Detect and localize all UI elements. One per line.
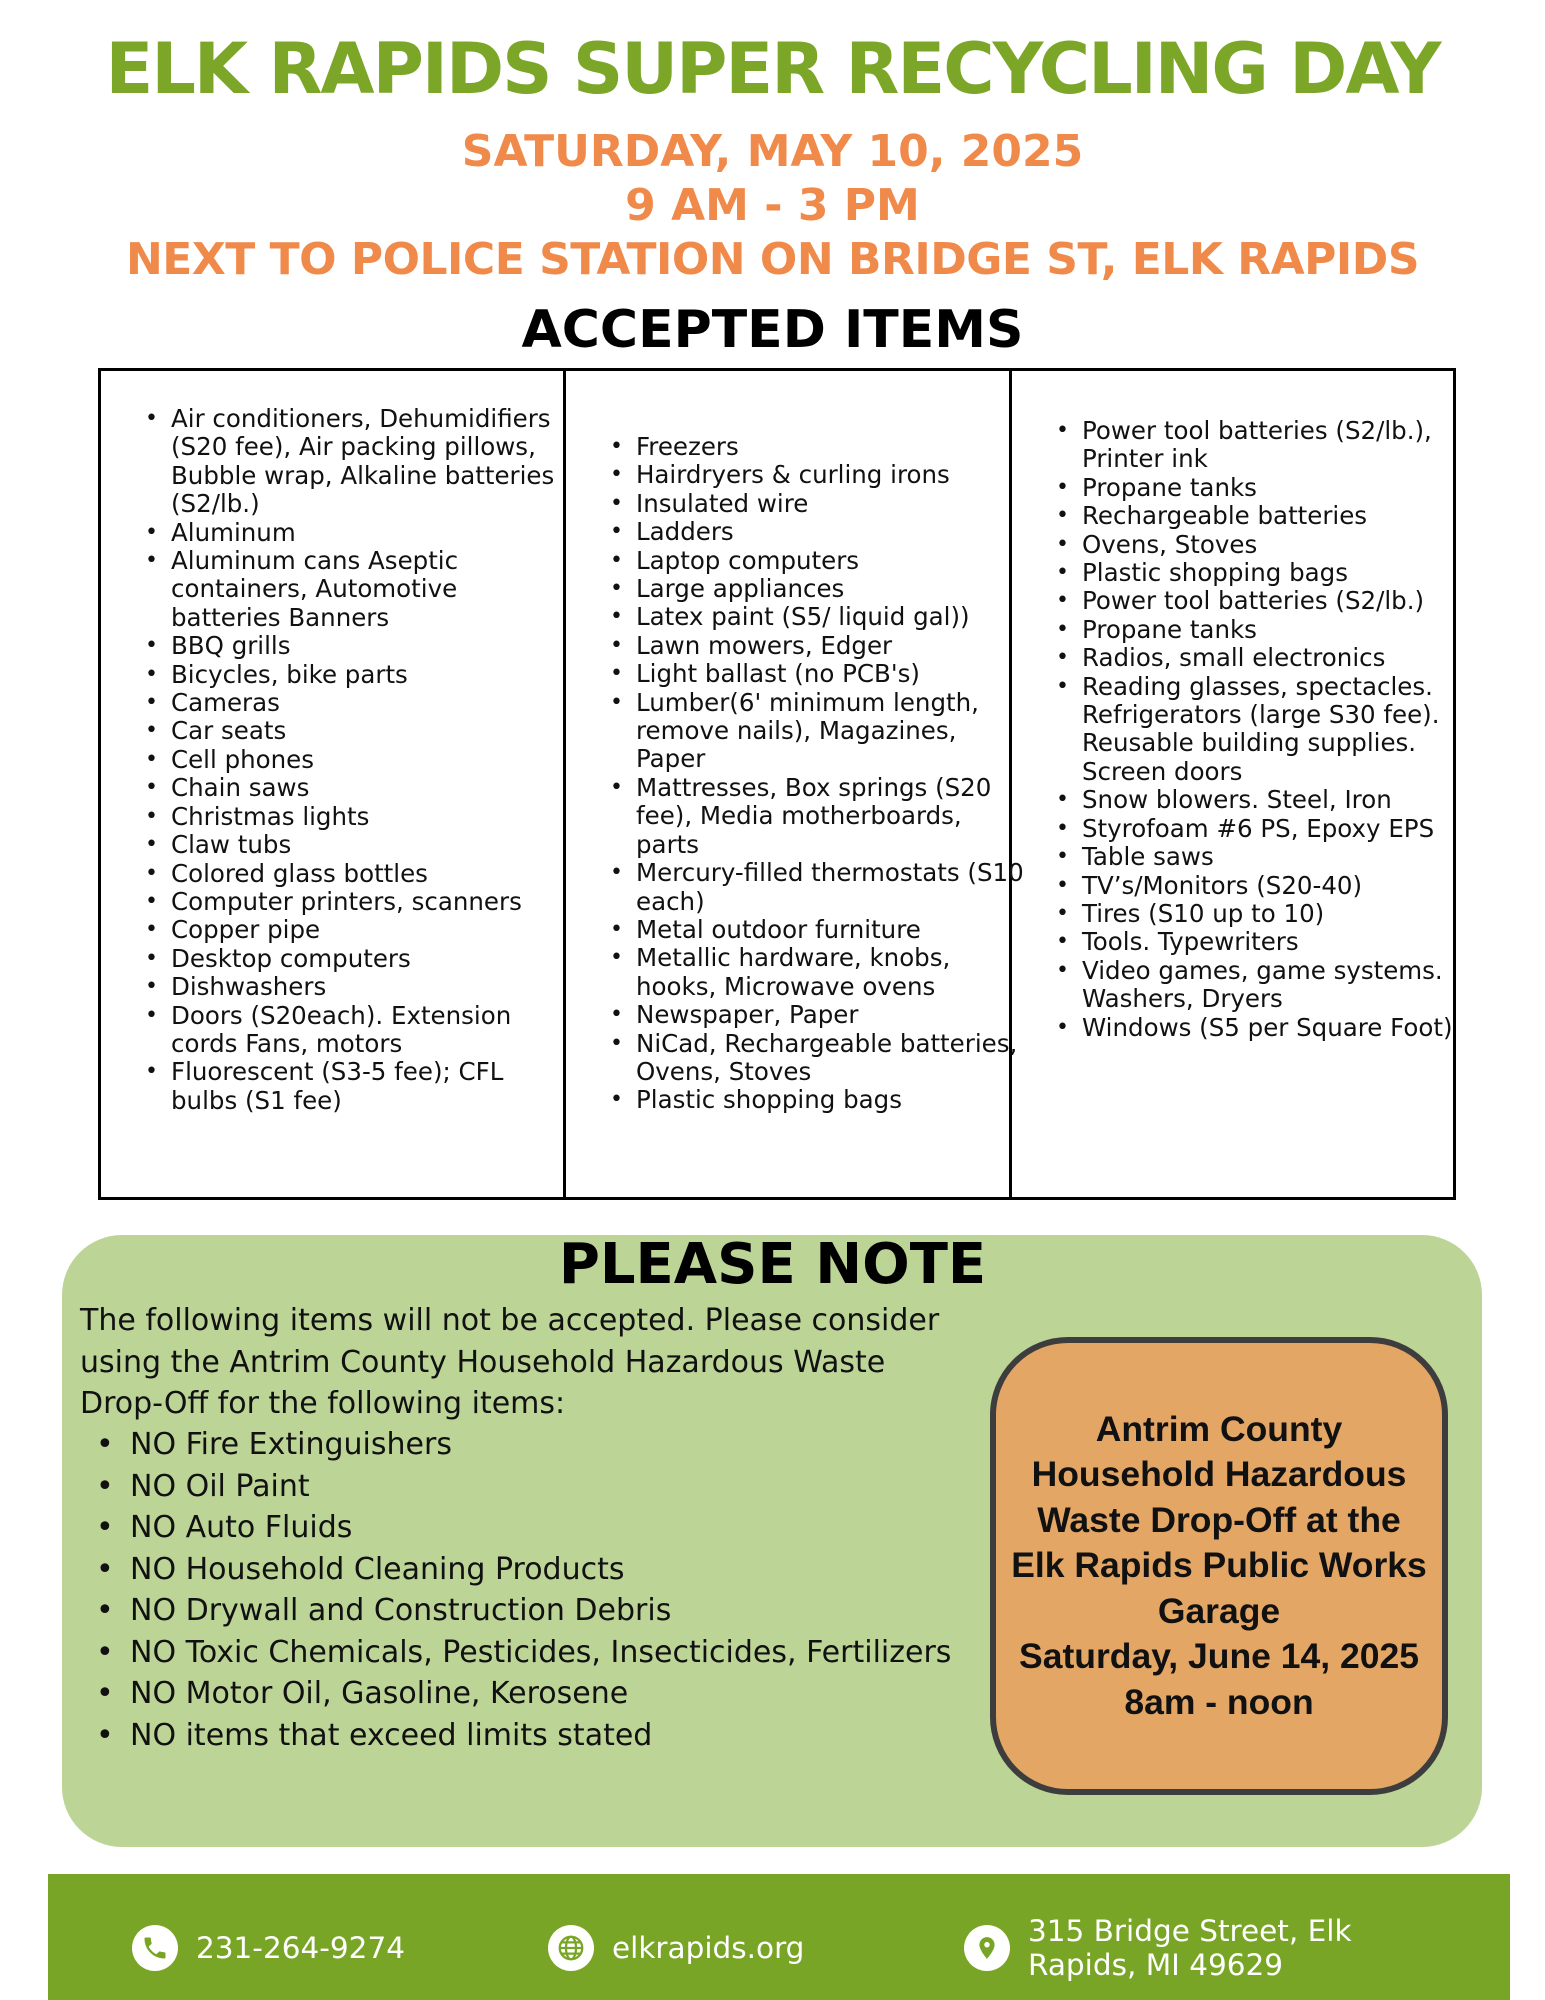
list-item: • Ovens, Stoves [1082, 531, 1482, 559]
footer-address-text [1028, 1914, 1358, 1982]
list-item: • NO Auto Fluids [130, 1507, 951, 1549]
phone-icon [132, 1925, 178, 1971]
hazardous-waste-dropoff-box [990, 1337, 1448, 1795]
footer-website[interactable] [548, 1925, 804, 1971]
list-item: • Mercury-filled thermostats (S10 each) [636, 859, 1026, 916]
list-item: • Newspaper, Paper [636, 1001, 1026, 1029]
list-item: • Reading glasses, spectacles. Refrigerators (large S30 fee). Reusable building supplies. Screen doors [1082, 673, 1482, 787]
footer-address[interactable] [964, 1914, 1358, 1982]
not-accepted-list [130, 1424, 951, 1756]
list-item: • Video games, game systems. Washers, Dryers [1082, 957, 1482, 1014]
list-item: • Cell phones [171, 746, 561, 774]
list-item: • Dishwashers [171, 973, 561, 1001]
list-item: • Metal outdoor furniture [636, 916, 1026, 944]
address-line-2: Rapids, MI 49629 [1028, 1948, 1284, 1982]
please-note-heading: PLEASE NOTE [558, 1232, 987, 1297]
address-line-1: 315 Bridge Street, Elk [1028, 1914, 1352, 1948]
list-item: • Cameras [171, 689, 561, 717]
list-item: • NO Drywall and Construction Debris [130, 1590, 951, 1632]
event-location: NEXT TO POLICE STATION ON BRIDGE ST, ELK RAPIDS [125, 234, 1420, 285]
list-item: • Power tool batteries (S2/lb.), Printer ink [1082, 417, 1482, 474]
accepted-list-1 [141, 405, 561, 1115]
list-item: • Aluminum cans Aseptic containers, Automotive batteries Banners [171, 547, 561, 632]
list-item: • Tires (S10 up to 10) [1082, 900, 1482, 928]
footer-phone[interactable] [132, 1925, 405, 1971]
list-item: • Bicycles, bike parts [171, 661, 561, 689]
hazard-box-line: Waste Drop-Off at the [1037, 1499, 1401, 1540]
location-pin-icon [964, 1925, 1010, 1971]
list-item: • Plastic shopping bags [636, 1086, 1026, 1114]
list-item: • Christmas lights [171, 803, 561, 831]
list-item: • Chain saws [171, 774, 561, 802]
list-item: • Copper pipe [171, 916, 561, 944]
accepted-column-2 [566, 371, 1024, 1197]
list-item: • NO Motor Oil, Gasoline, Kerosene [130, 1673, 951, 1715]
list-item: • Rechargeable batteries [1082, 502, 1482, 530]
list-item: • NO Toxic Chemicals, Pesticides, Insecticides, Fertilizers [130, 1632, 951, 1674]
list-item: • Aluminum [171, 519, 561, 547]
list-item: • Lumber(6' minimum length, remove nails), Magazines, Paper [636, 689, 1026, 774]
list-item: • Radios, small electronics [1082, 644, 1482, 672]
list-item: • Air conditioners, Dehumidifiers (S20 fee), Air packing pillows, Bubble wrap, Alkaline batteries (S2/lb.) [171, 405, 561, 519]
list-item: • Latex paint (S5/ liquid gal)) [636, 603, 1026, 631]
list-item: • Computer printers, scanners [171, 888, 561, 916]
list-item: • BBQ grills [171, 632, 561, 660]
list-item: • Propane tanks [1082, 616, 1482, 644]
list-item: • NO Oil Paint [130, 1466, 951, 1508]
list-item: • Hairdryers & curling irons [636, 461, 1026, 489]
accepted-items-heading: ACCEPTED ITEMS [521, 300, 1024, 360]
list-item: • NiCad, Rechargeable batteries, Ovens, Stoves [636, 1030, 1026, 1087]
accepted-column-1 [101, 371, 566, 1197]
list-item: • Windows (S5 per Square Foot) [1082, 1014, 1482, 1042]
footer-phone-text: 231-264-9274 [196, 1931, 405, 1965]
list-item: • Snow blowers. Steel, Iron [1082, 786, 1482, 814]
list-item: • Mattresses, Box springs (S20 fee), Media motherboards, parts [636, 774, 1026, 859]
list-item: • Tools. Typewriters [1082, 928, 1482, 956]
list-item: • Claw tubs [171, 831, 561, 859]
hazard-box-line: Household Hazardous [1031, 1454, 1407, 1495]
hazard-box-line: Antrim County [1095, 1408, 1343, 1449]
list-item: • Car seats [171, 717, 561, 745]
list-item: • Propane tanks [1082, 474, 1482, 502]
hazard-box-line: Garage [1157, 1590, 1281, 1631]
list-item: • Lawn mowers, Edger [636, 632, 1026, 660]
list-item: • Ladders [636, 518, 1026, 546]
list-item: • Light ballast (no PCB's) [636, 660, 1026, 688]
list-item: • Freezers [636, 433, 1026, 461]
list-item: • Power tool batteries (S2/lb.) [1082, 587, 1482, 615]
list-item: • Table saws [1082, 843, 1482, 871]
accepted-list-3 [1052, 417, 1482, 1042]
footer-website-text: elkrapids.org [612, 1931, 805, 1965]
globe-icon [548, 1925, 594, 1971]
hazard-box-line: 8am - noon [1124, 1681, 1314, 1722]
list-item: • Metallic hardware, knobs, hooks, Microwave ovens [636, 944, 1026, 1001]
event-date: SATURDAY, MAY 10, 2025 [461, 126, 1084, 177]
list-item: • NO items that exceed limits stated [130, 1715, 951, 1757]
list-item: • Laptop computers [636, 547, 1026, 575]
list-item: • NO Household Cleaning Products [130, 1549, 951, 1591]
list-item: • Doors (S20each). Extension cords Fans, motors [171, 1002, 561, 1059]
hazard-box-line: Elk Rapids Public Works [1011, 1545, 1427, 1586]
event-time: 9 AM - 3 PM [625, 180, 920, 231]
accepted-items-table [98, 368, 1456, 1200]
hazard-box-line: Saturday, June 14, 2025 [1019, 1636, 1419, 1677]
list-item: • Desktop computers [171, 945, 561, 973]
list-item: • Plastic shopping bags [1082, 559, 1482, 587]
list-item: • Large appliances [636, 575, 1026, 603]
list-item: • NO Fire Extinguishers [130, 1424, 951, 1466]
please-note-intro: The following items will not be accepted. Please consider using the Antrim County Household Hazardous Waste Drop-Off for the following items: [80, 1303, 940, 1421]
accepted-column-3 [1012, 371, 1453, 1197]
list-item: • Insulated wire [636, 490, 1026, 518]
page-title: ELK RAPIDS SUPER RECYCLING DAY [105, 28, 1440, 110]
list-item: • Fluorescent (S3-5 fee); CFL bulbs (S1 fee) [171, 1058, 561, 1115]
accepted-list-2 [606, 433, 1026, 1115]
list-item: • TV’s/Monitors (S20-40) [1082, 872, 1482, 900]
list-item: • Colored glass bottles [171, 860, 561, 888]
list-item: • Styrofoam #6 PS, Epoxy EPS [1082, 815, 1482, 843]
